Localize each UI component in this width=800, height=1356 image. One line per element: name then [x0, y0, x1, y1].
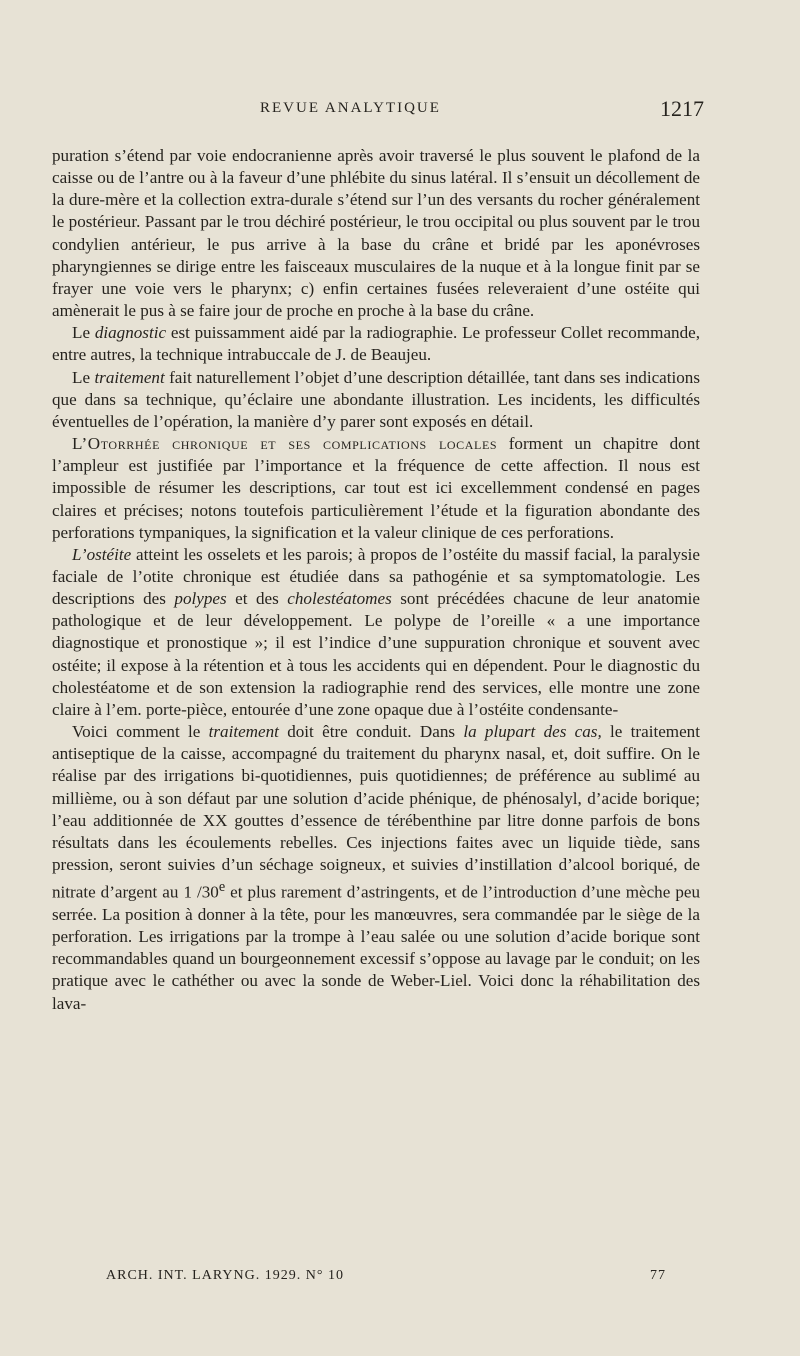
text-run: le traitement antiseptique de la caisse, accompagné du traitement du pharynx nasal, et, doit suffire. On le réalise par des irrigations bi-quotidiennes, puis quotidiennes; de préférence au sublimé au millième, ou à son défaut par une solution d’acide phénique, de phénosalyl, d’acide borique; l’eau additionnée de XX gouttes d’essence de térébenthine par litre donne parfois de bons résultats dans les écoulements rebelles. Ces injections faites avec un liquide tiède, sans pression, seront suivies d’un séchage soigneux, et suivies d’instillation d’alcool boriqué, de nitrate d’argent au 1 /30	[52, 722, 700, 902]
page-number: 1217	[660, 96, 704, 121]
text-run: forment un chapitre dont l’ampleur est justifiée par l’importance et la fréquence de cette affection. Il nous est impossible de résumer les descriptions, car tout est ici excellemment condensé en pages claires et précises; notons toutefois particulièrement l’étude et la figuration abondante des perforations tympaniques, la signification et la valeur clinique de ces perforations.	[52, 434, 700, 542]
text-run: et des	[226, 589, 288, 609]
italic-term: la plupart des cas,	[463, 722, 602, 742]
section-heading-smallcaps: L’Otorrhée chronique et ses complications locales	[72, 434, 498, 454]
italic-term: L’ostéite	[72, 544, 132, 564]
text-run: Le	[72, 323, 95, 343]
text-run: doit être conduit. Dans	[278, 722, 464, 742]
text-run: sont précédées chacune de leur anatomie pathologique et de leur développement. Le polype de l’oreille « a une importance diagnostique et pronostique »; il est l’indice d’une suppuration chronique et souvent avec ostéite; il expose à la rétention et à tous les accidents qui en dépendent. Pour le diagnostic du cholestéatome et de son extension la radiographie rend des services, elle montre une zone claire à l’em. porte-pièce, entourée d’une zone opaque due à l’ostéite condensante-	[52, 589, 700, 719]
paragraph-text: puration s’étend par voie endocranienne après avoir traversé le plus souvent le plafond de la caisse ou de l’antre ou à la faveur d’une phlébite du sinus latéral. Il s’ensuit un décollement de la dure-mère et la collection extra-durale s’étend sur l’un des versants du rocher généralement le postérieur. Passant par le trou déchiré postérieur, le trou occipital ou plus souvent par le trou condylien antérieur, le pus arrive à la base du crâne et bridé par les aponévroses pharyngiennes se dirige entre les faisceaux musculaires de la nuque et à la longue finit par se frayer une voie vers le pharynx; c) enfin certaines fusées releveraient d’une ostéite qui amènerait le pus à se faire jour de proche en proche à la base du crâne.	[52, 146, 700, 321]
running-title: REVUE ANALYTIQUE	[260, 100, 441, 116]
journal-reference: ARCH. INT. LARYNG. 1929. N° 10	[106, 1268, 344, 1283]
text-run: et plus rarement d’astringents, et de l’introduction d’une mèche peu serrée. La position à donner à la tête, pour les manœuvres, sera commandée par le siège de la perforation. Les irrigations par la trompe à l’eau salée ou une solution d’acide borique sont recommandables quand un bourgeonnement excessif s’oppose au lavage par le conduit; on les pratique avec le cathéther ou avec la sonde de Weber-Liel. Voici donc la réhabilitation des lava-	[52, 882, 700, 1013]
superscript: e	[218, 879, 226, 896]
text-run: Voici comment le	[72, 722, 209, 742]
text-run: fait naturellement l’objet d’une description détaillée, tant dans ses indications que dans sa technique, qu’éclaire une abondante illustration. Les incidents, les difficultés éventuelles de l’opération, la manière d’y parer sont exposés en détail.	[52, 367, 700, 431]
fascicle-number: 77	[650, 1268, 666, 1283]
italic-term: traitement	[94, 367, 165, 387]
text-run: atteint les osselets et les parois; à propos de l’ostéite du massif facial, la paralysie faciale de l’otite chronique est étudiée dans sa pathogénie et sa symptomatologie. Les descriptions des	[52, 544, 700, 609]
page-header	[52, 96, 704, 126]
paragraph-treatment	[52, 367, 700, 433]
paragraph-abscess-route	[52, 145, 700, 322]
page-footer	[106, 1268, 666, 1284]
article-body	[52, 145, 700, 1015]
italic-term: traitement	[208, 722, 279, 742]
paragraph-diagnostic	[52, 322, 700, 366]
italic-term: cholestéatomes	[287, 589, 392, 609]
paragraph-chronic-otorrhea	[52, 433, 700, 544]
paragraph-treatment-conduct	[52, 721, 700, 1015]
italic-term: diagnostic	[94, 323, 167, 343]
paragraph-osteitis	[52, 544, 700, 721]
text-run: est puissamment aidé par la radiographie. Le professeur Collet recommande, entre autres, la technique intrabuccale de J. de Beaujeu.	[52, 323, 700, 365]
italic-term: polypes	[174, 589, 227, 609]
text-run: Le	[72, 367, 95, 387]
